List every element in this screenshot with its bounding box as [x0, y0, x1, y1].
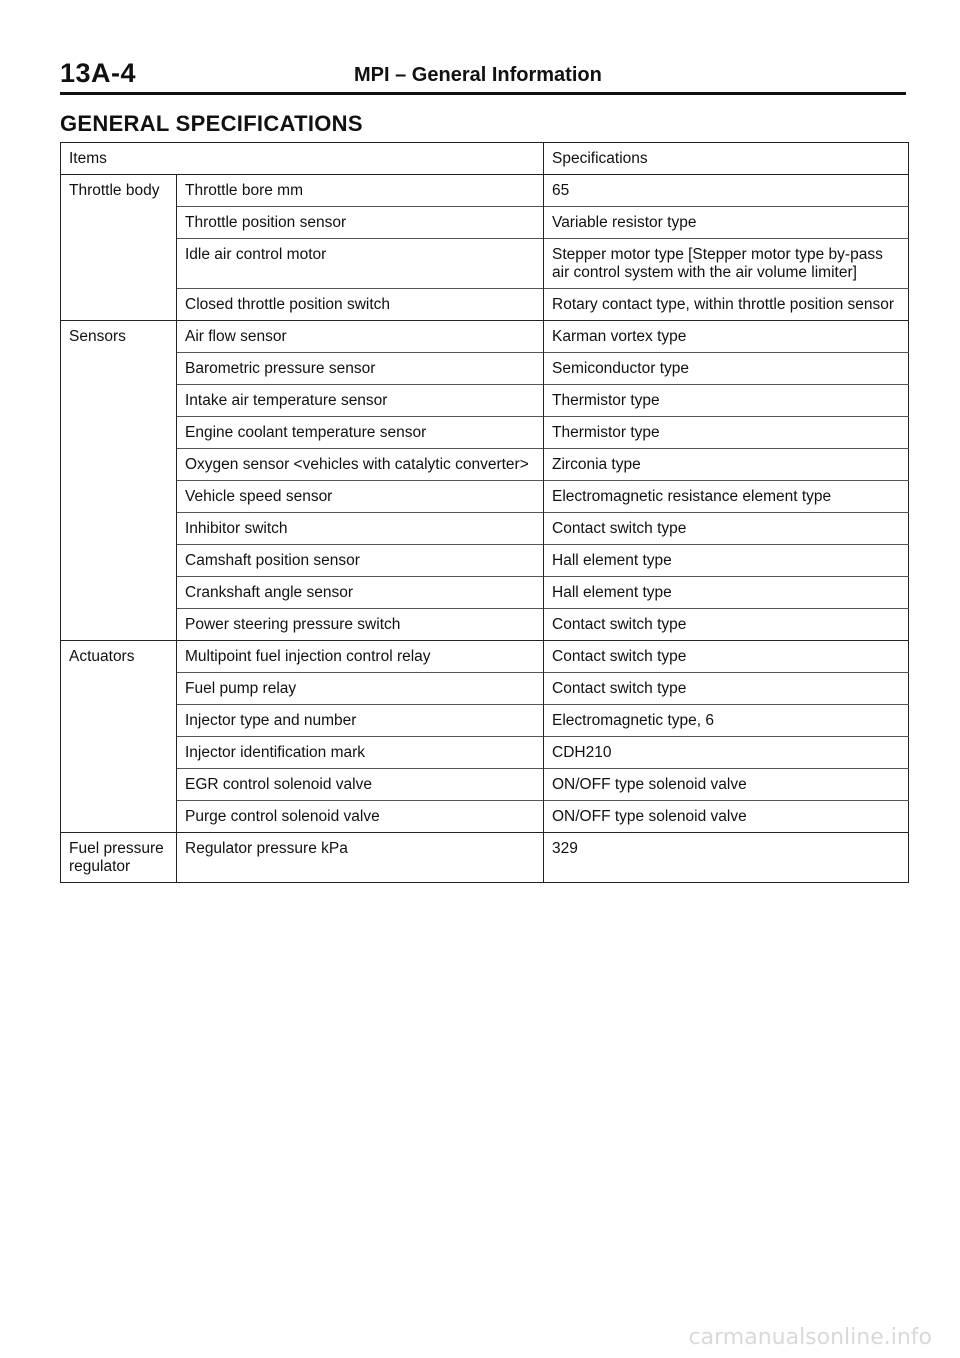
section-title: GENERAL SPECIFICATIONS: [60, 111, 363, 136]
table-row: [61, 175, 909, 207]
items-column-header: Items: [61, 143, 544, 175]
spec-cell: Electromagnetic type, 6: [544, 705, 909, 737]
table-row: [61, 353, 909, 385]
table-row: [61, 289, 909, 321]
item-cell: Purge control solenoid valve: [177, 801, 544, 833]
spec-cell: Karman vortex type: [544, 321, 909, 353]
table-row: [61, 769, 909, 801]
table-row: [61, 641, 909, 673]
item-cell: Throttle position sensor: [177, 207, 544, 239]
spec-cell: Contact switch type: [544, 673, 909, 705]
table-row: [61, 577, 909, 609]
group-label: Sensors: [61, 321, 177, 641]
table-row: [61, 833, 909, 883]
item-cell: Idle air control motor: [177, 239, 544, 289]
group-label: Fuel pressure regulator: [61, 833, 177, 883]
page-number: 13A-4: [60, 58, 137, 88]
item-cell: Closed throttle position switch: [177, 289, 544, 321]
item-cell: Power steering pressure switch: [177, 609, 544, 641]
spec-cell: Stepper motor type [Stepper motor type by-pass air control system with the air volume limiter]: [544, 239, 909, 289]
spec-cell: Variable resistor type: [544, 207, 909, 239]
table-row: [61, 609, 909, 641]
item-cell: Crankshaft angle sensor: [177, 577, 544, 609]
table-row: [61, 239, 909, 289]
specifications-table: [60, 142, 909, 883]
header-rule: [60, 92, 906, 95]
spec-cell: 65: [544, 175, 909, 207]
spec-cell: Contact switch type: [544, 513, 909, 545]
table-row: [61, 801, 909, 833]
item-cell: Air flow sensor: [177, 321, 544, 353]
item-cell: Injector identification mark: [177, 737, 544, 769]
spec-cell: Hall element type: [544, 577, 909, 609]
item-cell: Inhibitor switch: [177, 513, 544, 545]
item-cell: Vehicle speed sensor: [177, 481, 544, 513]
table-row: [61, 545, 909, 577]
specifications-column-header: Specifications: [544, 143, 909, 175]
table-row: [61, 385, 909, 417]
group-label: Actuators: [61, 641, 177, 833]
spec-cell: Thermistor type: [544, 385, 909, 417]
item-cell: Regulator pressure kPa: [177, 833, 544, 883]
table-row: [61, 705, 909, 737]
spec-cell: Rotary contact type, within throttle position sensor: [544, 289, 909, 321]
spec-cell: 329: [544, 833, 909, 883]
watermark: carmanualsonline.info: [688, 1325, 932, 1350]
table-row: [61, 481, 909, 513]
table-row: [61, 449, 909, 481]
item-cell: Fuel pump relay: [177, 673, 544, 705]
item-cell: Injector type and number: [177, 705, 544, 737]
spec-cell: Electromagnetic resistance element type: [544, 481, 909, 513]
table-row: [61, 673, 909, 705]
header-title: MPI – General Information: [354, 64, 602, 86]
item-cell: Multipoint fuel injection control relay: [177, 641, 544, 673]
spec-cell: Thermistor type: [544, 417, 909, 449]
table-header-row: [61, 143, 909, 175]
spec-cell: Hall element type: [544, 545, 909, 577]
group-label: Throttle body: [61, 175, 177, 321]
item-cell: Intake air temperature sensor: [177, 385, 544, 417]
spec-cell: ON/OFF type solenoid valve: [544, 769, 909, 801]
item-cell: Throttle bore mm: [177, 175, 544, 207]
table-row: [61, 207, 909, 239]
item-cell: Engine coolant temperature sensor: [177, 417, 544, 449]
item-cell: Oxygen sensor <vehicles with catalytic converter>: [177, 449, 544, 481]
table-row: [61, 513, 909, 545]
spec-cell: CDH210: [544, 737, 909, 769]
table-row: [61, 737, 909, 769]
spec-cell: Contact switch type: [544, 609, 909, 641]
spec-cell: Contact switch type: [544, 641, 909, 673]
table-row: [61, 417, 909, 449]
spec-cell: ON/OFF type solenoid valve: [544, 801, 909, 833]
item-cell: EGR control solenoid valve: [177, 769, 544, 801]
item-cell: Barometric pressure sensor: [177, 353, 544, 385]
specifications-table-body: [61, 143, 909, 883]
spec-cell: Semiconductor type: [544, 353, 909, 385]
item-cell: Camshaft position sensor: [177, 545, 544, 577]
spec-cell: Zirconia type: [544, 449, 909, 481]
table-row: [61, 321, 909, 353]
